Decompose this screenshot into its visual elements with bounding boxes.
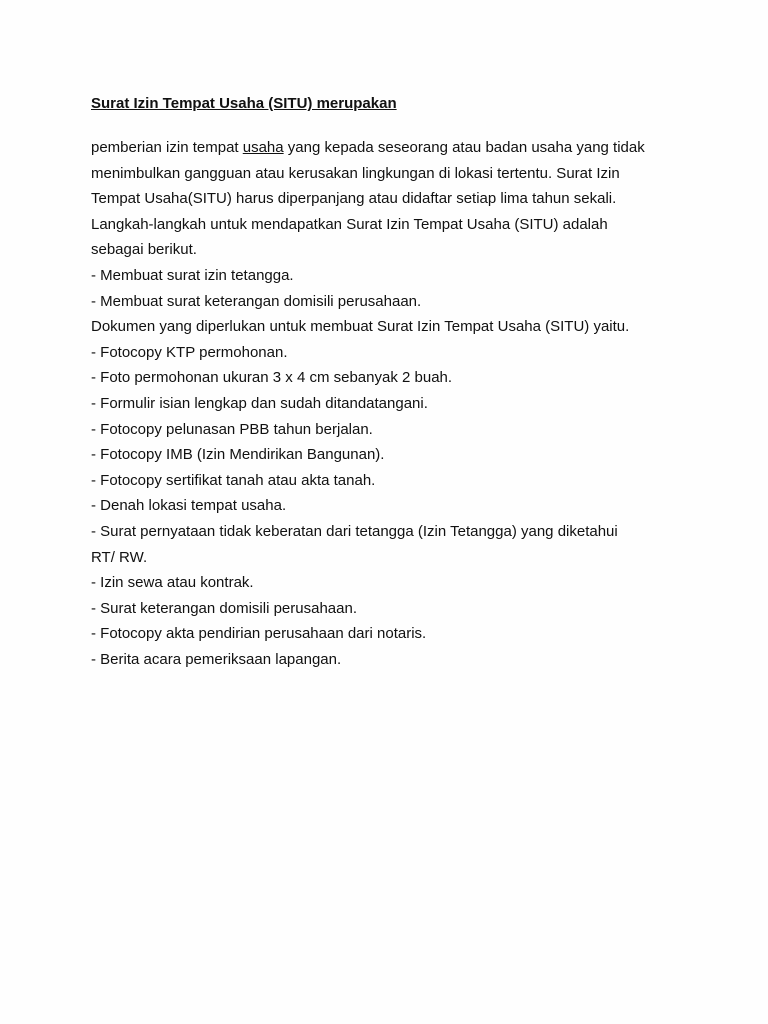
intro-line: [91, 135, 711, 161]
intro-text-before: pemberian izin tempat: [91, 139, 243, 156]
text-line: sebagai berikut.: [91, 241, 197, 259]
list-item: - Berita acara pemeriksaan lapangan.: [91, 650, 342, 668]
text-line: Langkah-langkah untuk mendapatkan Surat Izin Tempat Usaha (SITU) adalah: [91, 215, 608, 233]
document-title: Surat Izin Tempat Usaha (SITU) merupakan: [91, 95, 397, 112]
list-item: - Fotocopy IMB (Izin Mendirikan Bangunan).: [91, 446, 385, 464]
intro-text-after: yang kepada seseorang atau badan usaha yang tidak: [283, 139, 645, 156]
list-item: - Formulir isian lengkap dan sudah ditandatangani.: [91, 394, 428, 412]
usaha-link[interactable]: usaha: [242, 139, 284, 156]
list-item: - Surat pernyataan tidak keberatan dari tetangga (Izin Tetangga) yang diketahui: [91, 522, 618, 540]
list-item: - Fotocopy akta pendirian perusahaan dari notaris.: [91, 625, 427, 643]
list-item: - Membuat surat izin tetangga.: [91, 266, 294, 284]
list-item: - Foto permohonan ukuran 3 x 4 cm sebanyak 2 buah.: [91, 369, 453, 387]
list-item: - Fotocopy KTP permohonan.: [91, 343, 288, 361]
text-line: RT/ RW.: [91, 548, 148, 566]
text-line: Tempat Usaha(SITU) harus diperpanjang atau didaftar setiap lima tahun sekali.: [91, 190, 617, 208]
text-line: menimbulkan gangguan atau kerusakan lingkungan di lokasi tertentu. Surat Izin: [91, 164, 620, 182]
list-item: - Izin sewa atau kontrak.: [91, 574, 254, 592]
list-item: - Surat keterangan domisili perusahaan.: [91, 599, 357, 617]
text-line: Dokumen yang diperlukan untuk membuat Surat Izin Tempat Usaha (SITU) yaitu.: [91, 318, 630, 336]
list-item: - Fotocopy pelunasan PBB tahun berjalan.: [91, 420, 373, 438]
list-item: - Membuat surat keterangan domisili perusahaan.: [91, 292, 422, 310]
list-item: - Denah lokasi tempat usaha.: [91, 497, 287, 515]
document-body: [91, 93, 711, 672]
list-item: - Fotocopy sertifikat tanah atau akta tanah.: [91, 471, 376, 489]
